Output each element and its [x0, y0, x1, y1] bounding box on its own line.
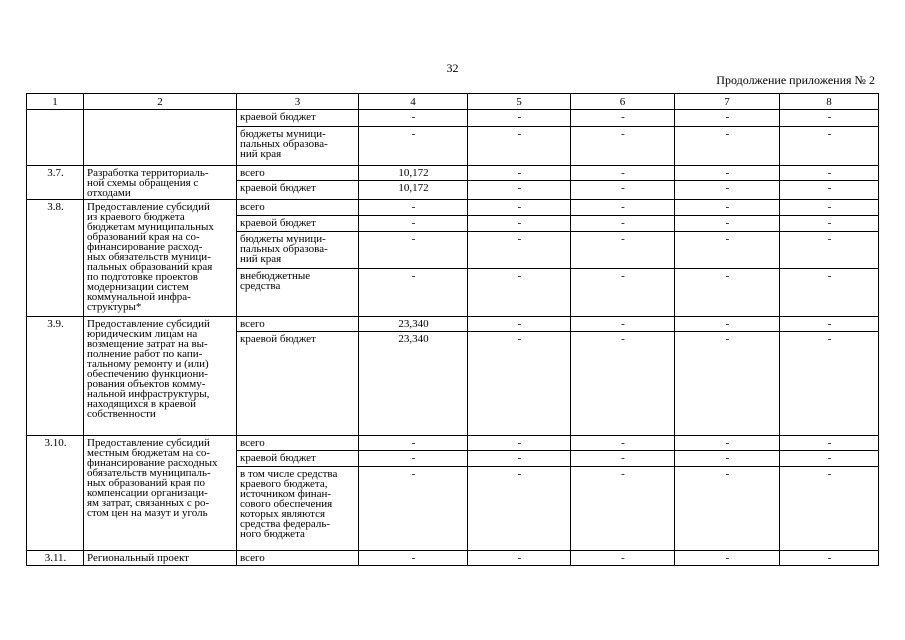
value-cell-c8: -: [780, 216, 879, 232]
item-number: 3.10.: [27, 436, 84, 551]
header-row: [27, 94, 879, 110]
column-header: 7: [675, 94, 780, 110]
value-cell-c5: -: [468, 110, 571, 127]
funding-source: всего: [237, 200, 359, 216]
column-header: 2: [84, 94, 237, 110]
value-cell-c7: -: [675, 127, 780, 166]
value-cell-c5: -: [468, 332, 571, 436]
value-cell-c6: -: [571, 127, 675, 166]
value-cell-c8: -: [780, 110, 879, 127]
table-row: [27, 200, 879, 216]
funding-source: бюджеты муници- пальных образова- ний края: [237, 232, 359, 269]
value-cell-c8: -: [780, 232, 879, 269]
value-cell-c6: -: [571, 269, 675, 317]
value-cell-c8: -: [780, 467, 879, 551]
value-cell-c8: -: [780, 269, 879, 317]
item-name: Региональный проект: [84, 551, 237, 566]
column-header: 8: [780, 94, 879, 110]
value-cell-c8: -: [780, 451, 879, 467]
value-cell-c6: -: [571, 467, 675, 551]
value-cell-c6: -: [571, 216, 675, 232]
value-cell-c7: -: [675, 551, 780, 566]
table-row: [27, 166, 879, 181]
funding-source: краевой бюджет: [237, 181, 359, 200]
value-cell-c7: -: [675, 110, 780, 127]
budget-table: [26, 93, 879, 566]
value-cell-c5: -: [468, 232, 571, 269]
value-cell-c8: -: [780, 436, 879, 451]
value-cell-c4: -: [359, 232, 468, 269]
funding-source: всего: [237, 166, 359, 181]
value-cell-c6: -: [571, 551, 675, 566]
value-cell-c8: -: [780, 332, 879, 436]
column-header: 3: [237, 94, 359, 110]
value-cell-c5: -: [468, 436, 571, 451]
value-cell-c7: -: [675, 216, 780, 232]
item-number: [27, 110, 84, 166]
value-cell-c5: -: [468, 467, 571, 551]
value-cell-c4: 23,340: [359, 317, 468, 332]
item-name: Предоставление субсидий из краевого бюджета бюджетам муниципальных образований края на со- финансирование расход- ных обязательств муници- пальных образований края по подготовке проектов модернизации систем коммунальной инфра- структуры*: [84, 200, 237, 317]
item-name: Разработка территориаль- ной схемы обращения с отходами: [84, 166, 237, 200]
item-number: 3.7.: [27, 166, 84, 200]
value-cell-c7: -: [675, 451, 780, 467]
column-header: 1: [27, 94, 84, 110]
page-number: 32: [446, 61, 459, 75]
funding-source: всего: [237, 317, 359, 332]
value-cell-c7: -: [675, 332, 780, 436]
value-cell-c8: -: [780, 551, 879, 566]
value-cell-c4: -: [359, 436, 468, 451]
value-cell-c5: -: [468, 269, 571, 317]
value-cell-c4: 10,172: [359, 166, 468, 181]
item-name: [84, 110, 237, 166]
value-cell-c4: -: [359, 110, 468, 127]
value-cell-c5: -: [468, 216, 571, 232]
value-cell-c7: -: [675, 200, 780, 216]
value-cell-c7: -: [675, 269, 780, 317]
value-cell-c6: -: [571, 317, 675, 332]
value-cell-c4: -: [359, 200, 468, 216]
item-name: Предоставление субсидий юридическим лицам на возмещение затрат на вы- полнение работ по капи- тальному ремонту и (или) обеспечению функциони- рования объектов комму- нальной инфраструктуры, находящихся в краевой собственности: [84, 317, 237, 436]
funding-source: бюджеты муници- пальных образова- ний края: [237, 127, 359, 166]
value-cell-c5: -: [468, 317, 571, 332]
column-header: 6: [571, 94, 675, 110]
value-cell-c4: -: [359, 269, 468, 317]
item-number: 3.11.: [27, 551, 84, 566]
item-number: 3.8.: [27, 200, 84, 317]
value-cell-c4: -: [359, 216, 468, 232]
value-cell-c4: -: [359, 127, 468, 166]
column-header: 5: [468, 94, 571, 110]
funding-source: краевой бюджет: [237, 110, 359, 127]
value-cell-c5: -: [468, 127, 571, 166]
funding-source: в том числе средства краевого бюджета, источником финан- сового обеспечения которых являются средства федераль- ного бюджета: [237, 467, 359, 551]
table-row: [27, 110, 879, 127]
value-cell-c5: -: [468, 200, 571, 216]
value-cell-c4: 10,172: [359, 181, 468, 200]
column-header: 4: [359, 94, 468, 110]
item-number: 3.9.: [27, 317, 84, 436]
funding-source: всего: [237, 436, 359, 451]
value-cell-c6: -: [571, 451, 675, 467]
table-row: [27, 436, 879, 451]
value-cell-c6: -: [571, 232, 675, 269]
value-cell-c5: -: [468, 551, 571, 566]
funding-source: внебюджетные средства: [237, 269, 359, 317]
value-cell-c8: -: [780, 200, 879, 216]
value-cell-c4: -: [359, 451, 468, 467]
table-row: [27, 317, 879, 332]
value-cell-c5: -: [468, 181, 571, 200]
value-cell-c7: -: [675, 317, 780, 332]
continuation-label: Продолжение приложения № 2: [716, 73, 875, 87]
value-cell-c7: -: [675, 181, 780, 200]
value-cell-c8: -: [780, 181, 879, 200]
value-cell-c4: -: [359, 551, 468, 566]
value-cell-c5: -: [468, 166, 571, 181]
value-cell-c7: -: [675, 166, 780, 181]
value-cell-c4: -: [359, 467, 468, 551]
value-cell-c7: -: [675, 436, 780, 451]
item-name: Предоставление субсидий местным бюджетам на со- финансирование расходных обязательств муниципаль- ных образований края по компенсации организаци- ям затрат, связанных с ро- стом цен на мазут и уголь: [84, 436, 237, 551]
value-cell-c6: -: [571, 436, 675, 451]
table-row: [27, 551, 879, 566]
value-cell-c6: -: [571, 181, 675, 200]
value-cell-c8: -: [780, 127, 879, 166]
funding-source: краевой бюджет: [237, 216, 359, 232]
value-cell-c6: -: [571, 200, 675, 216]
funding-source: краевой бюджет: [237, 451, 359, 467]
value-cell-c8: -: [780, 166, 879, 181]
value-cell-c6: -: [571, 332, 675, 436]
funding-source: всего: [237, 551, 359, 566]
value-cell-c5: -: [468, 451, 571, 467]
value-cell-c8: -: [780, 317, 879, 332]
value-cell-c7: -: [675, 232, 780, 269]
value-cell-c4: 23,340: [359, 332, 468, 436]
funding-source: краевой бюджет: [237, 332, 359, 436]
value-cell-c6: -: [571, 166, 675, 181]
value-cell-c7: -: [675, 467, 780, 551]
value-cell-c6: -: [571, 110, 675, 127]
